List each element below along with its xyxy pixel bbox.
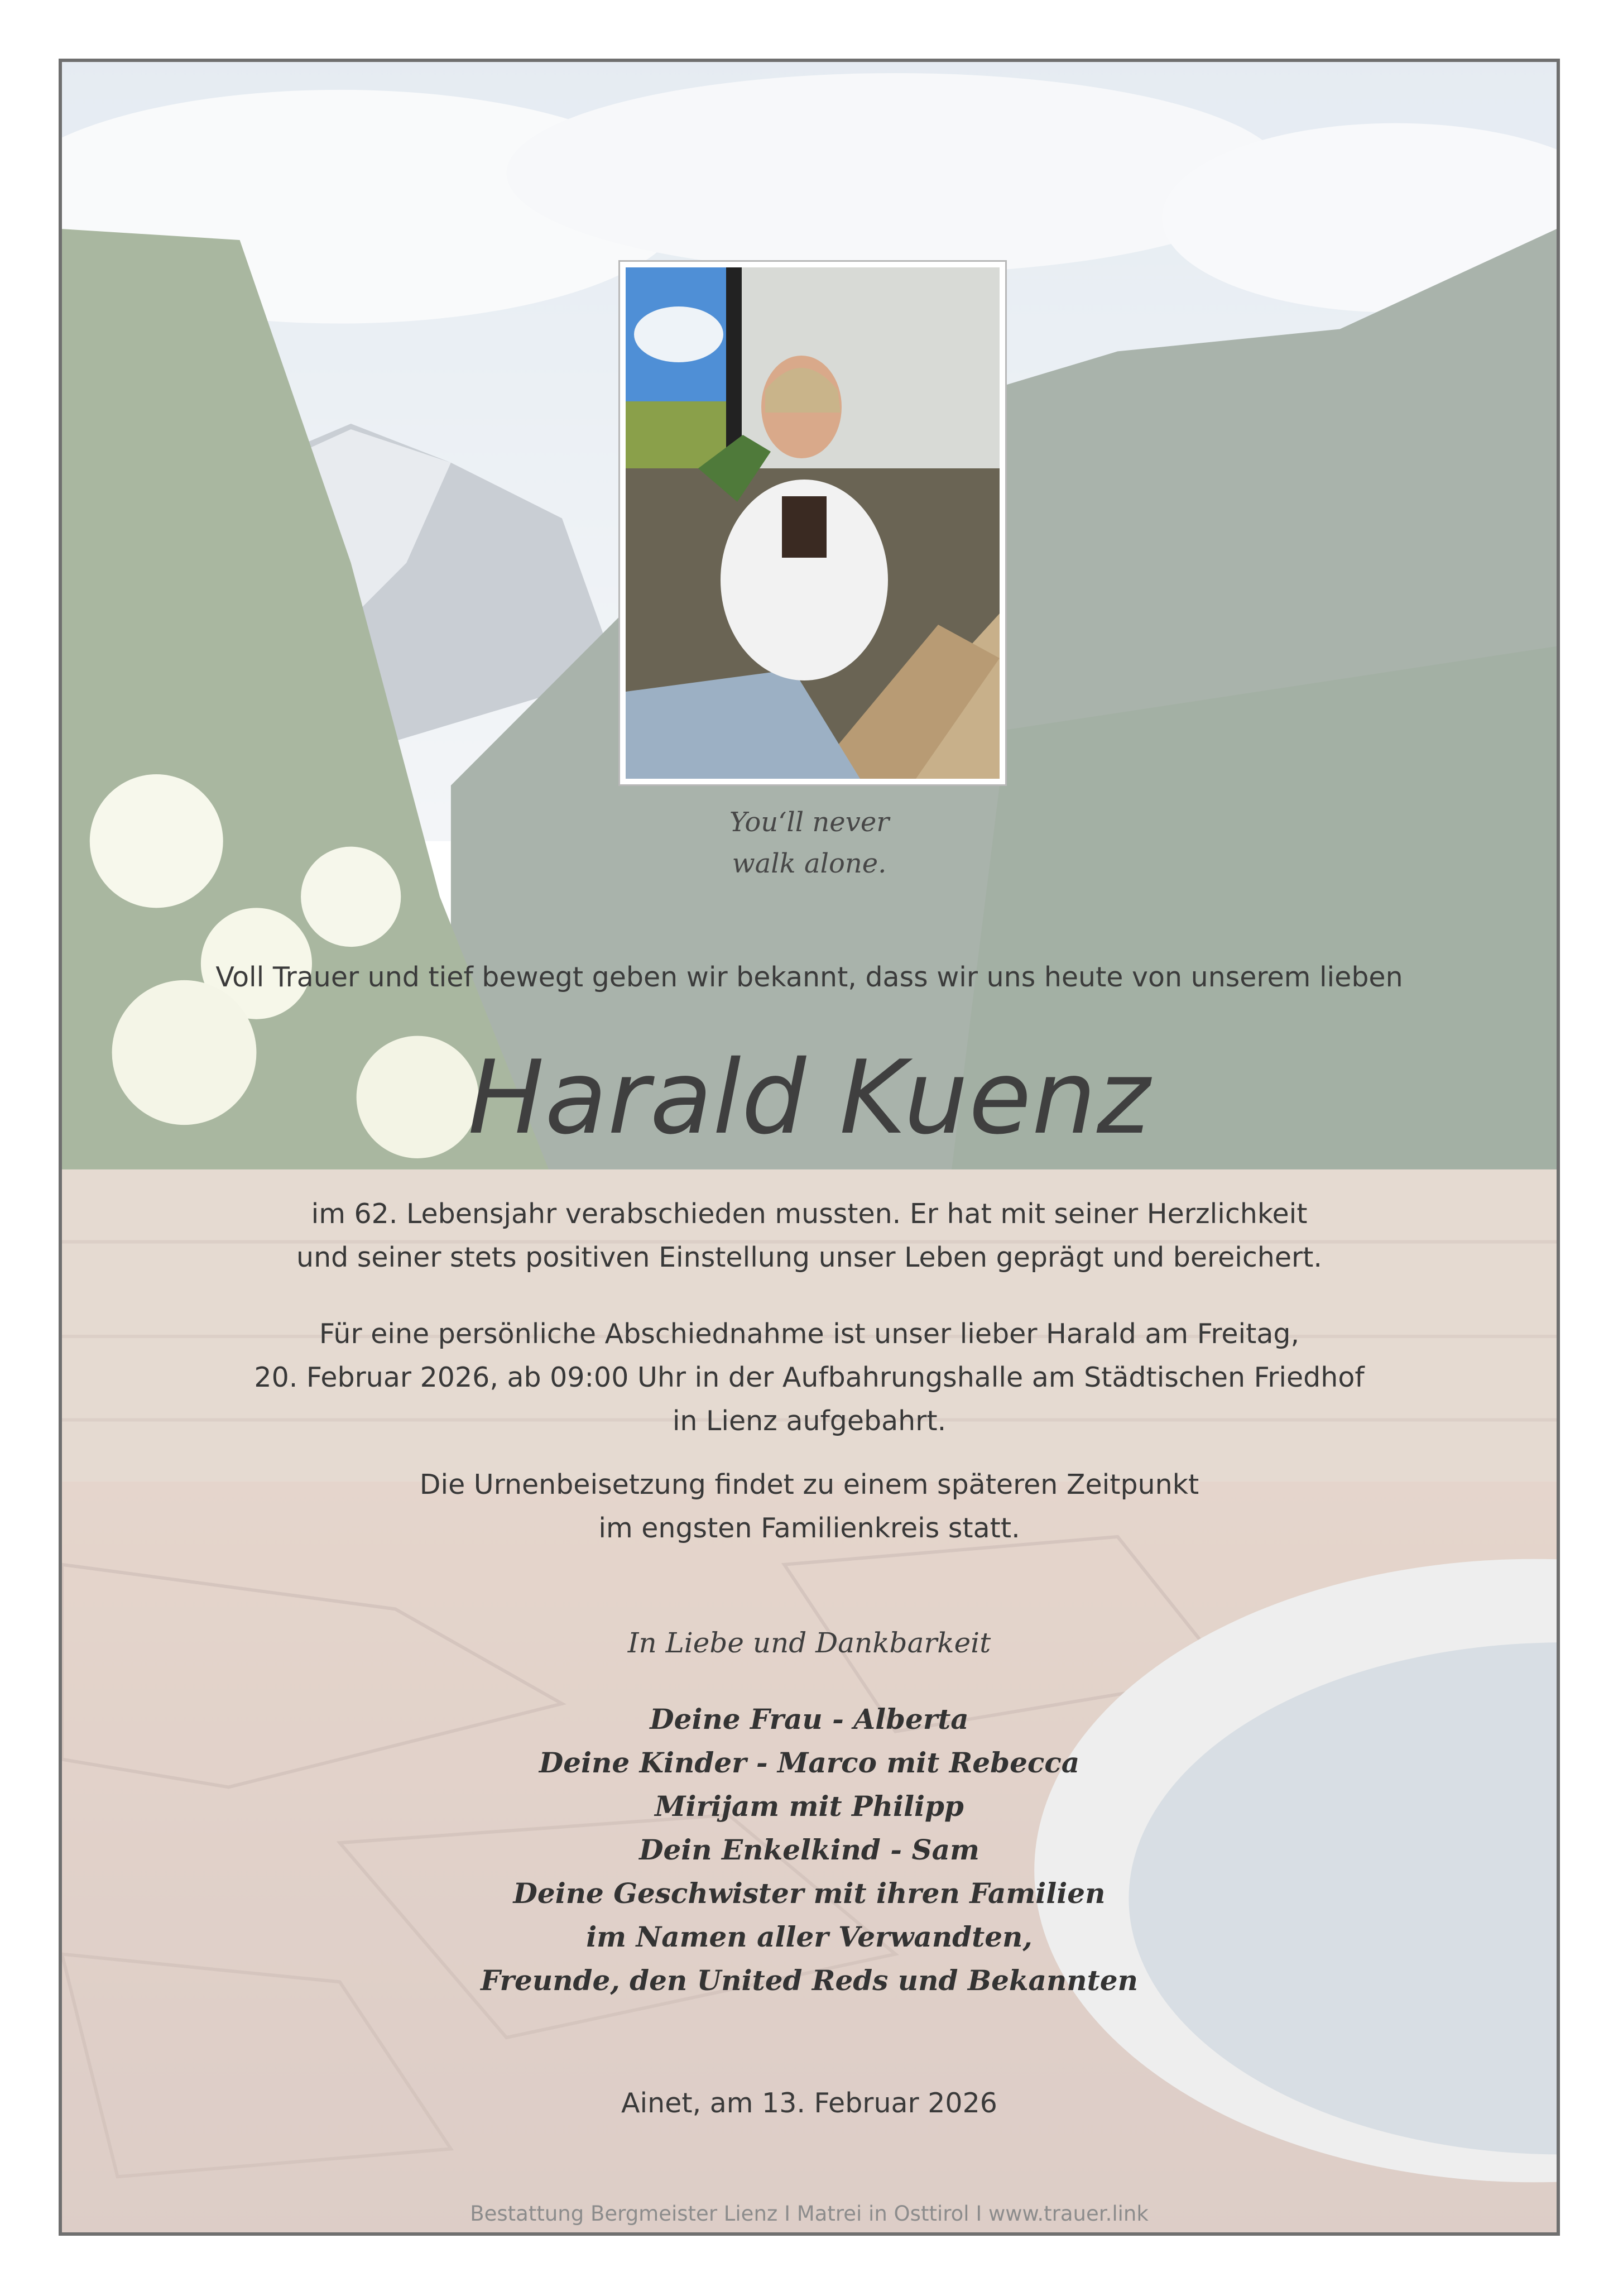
motto-line: walk alone. [732,848,887,879]
paragraph-farewell [62,1192,1557,1279]
paragraph-line: 20. Februar 2026, ab 09:00 Uhr in der Aufbahrungshalle am Städtischen Friedhof [254,1362,1365,1393]
paragraph-viewing [62,1312,1557,1443]
obituary-content [62,62,1557,2232]
paragraph-line: und seiner stets positiven Einstellung unser Leben geprägt und bereichert. [296,1242,1322,1273]
paragraph-line: Die Urnenbeisetzung findet zu einem späteren Zeitpunkt [419,1469,1199,1501]
funeral-home-footer: Bestattung Bergmeister Lienz I Matrei in Osttirol I www.trauer.link [470,2202,1149,2226]
motto-line: You‘ll never [729,807,890,838]
portrait-photo [618,260,1007,786]
family-list [62,1698,1557,2002]
paragraph-line: im 62. Lebensjahr verabschieden mussten. Er hat mit seiner Herzlichkeit [311,1198,1308,1230]
deceased-name: Harald Kuenz [468,1038,1151,1157]
motto [62,802,1557,884]
family-line: Dein Enkelkind - Sam [639,1833,979,1866]
family-line: Deine Geschwister mit ihren Familien [513,1877,1106,1910]
closing-phrase: In Liebe und Dankbarkeit [627,1627,991,1659]
paragraph-line: Für eine persönliche Abschiednahme ist unser lieber Harald am Freitag, [319,1318,1300,1350]
family-line: Freunde, den United Reds und Bekannten [481,1964,1138,1997]
paragraph-line: im engsten Familienkreis statt. [598,1512,1020,1544]
family-line: Deine Kinder - Marco mit Rebecca [539,1746,1080,1779]
paragraph-burial [62,1463,1557,1550]
place-and-date: Ainet, am 13. Februar 2026 [621,2087,997,2119]
paragraph-line: in Lienz aufgebahrt. [672,1405,947,1437]
family-line: Mirijam mit Philipp [655,1790,964,1823]
family-line: Deine Frau - Alberta [650,1703,969,1736]
intro-text: Voll Trauer und tief bewegt geben wir bekannt, dass wir uns heute von unserem lieben [215,961,1403,993]
family-line: im Namen aller Verwandten, [586,1920,1033,1953]
obituary-frame [59,59,1560,2236]
